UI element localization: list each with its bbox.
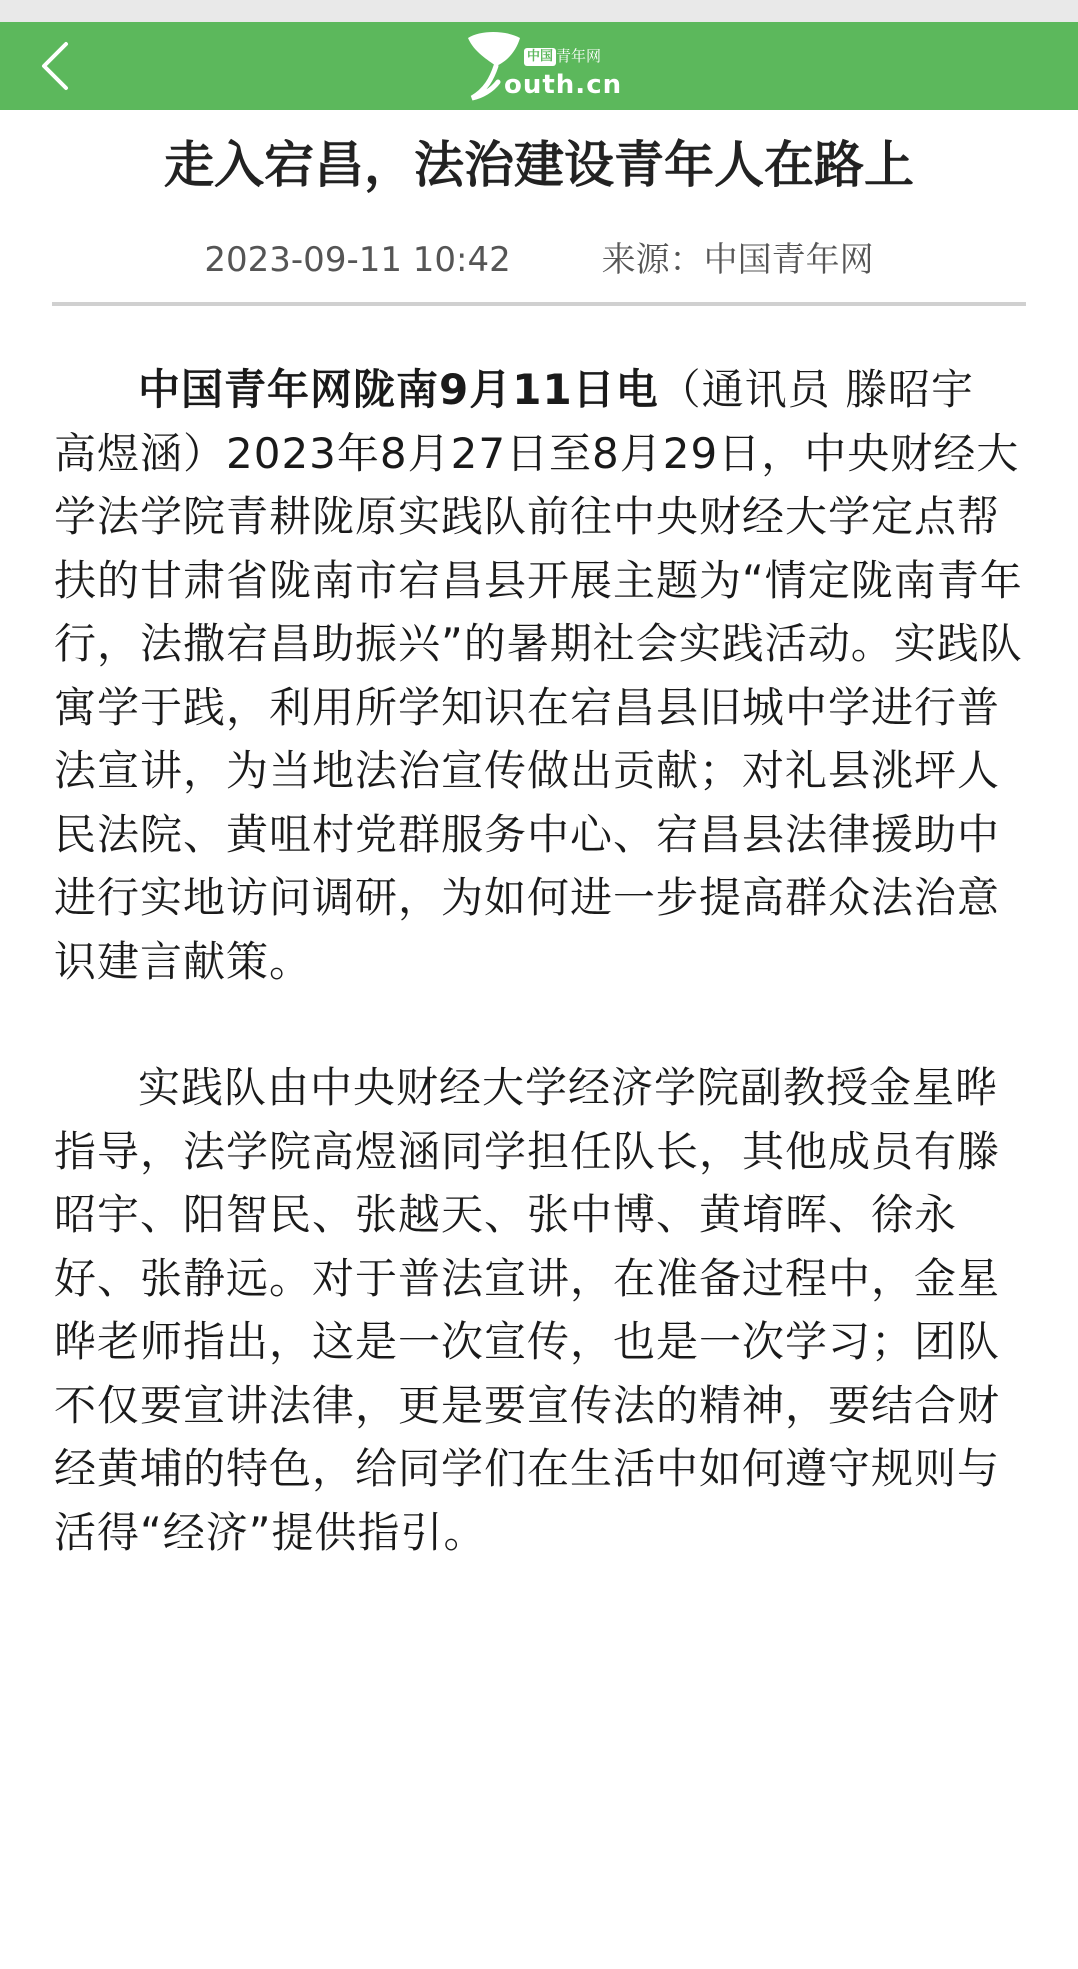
article-source: 来源：中国青年网 <box>601 240 874 280</box>
chevron-left-icon <box>28 36 88 96</box>
article-meta <box>0 234 1078 286</box>
publish-date: 2023-09-11 10:42 <box>204 240 511 280</box>
site-logo[interactable] <box>462 28 632 104</box>
paragraph-text: （通讯员 滕昭宇 高煜涵）2023年8月27日至8月29日，中央财经大学法学院青耕陇原实践队前往中央财经大学定点帮扶的甘肃省陇南市宕昌县开展主题为“情定陇南青年行，法撒宕昌助振兴”的暑期社会实践活动。实践队寓学于践，利用所学知识在宕昌县旧城中学进行普法宣讲，为当地法治宣传做出贡献；对礼县洮坪人民法院、黄咀村党群服务中心、宕昌县法律援助中进行实地访问调研，为如何进一步提高群众法治意识建言献策。 <box>54 365 1023 986</box>
paragraph-text: 实践队由中央财经大学经济学院副教授金星晔指导，法学院高煜涵同学担任队长，其他成员有滕昭宇、阳智民、张越天、张中博、黄堉晖、徐永好、张静远。对于普法宣讲，在准备过程中，金星晔老师指出，这是一次宣传，也是一次学习；团队不仅要宣讲法律，更是要宣传法的精神，要结合财经黄埔的特色，给同学们在生活中如何遵守规则与活得“经济”提供指引。 <box>54 1063 1001 1557</box>
logo-domain: outh.cn <box>504 70 623 100</box>
logo-name: 青年网 <box>556 47 602 65</box>
dateline: 中国青年网陇南9月11日电 <box>138 365 659 414</box>
article-paragraph <box>54 358 1028 993</box>
logo-badge: 中国 <box>524 48 556 66</box>
article-body <box>54 358 1028 1627</box>
article-paragraph <box>54 1056 1028 1564</box>
app-header <box>0 22 1078 110</box>
status-bar-strip <box>0 0 1078 22</box>
article-title: 走入宕昌，法治建设青年人在路上 <box>164 136 914 194</box>
back-button[interactable] <box>28 36 88 96</box>
header-divider <box>52 302 1026 306</box>
